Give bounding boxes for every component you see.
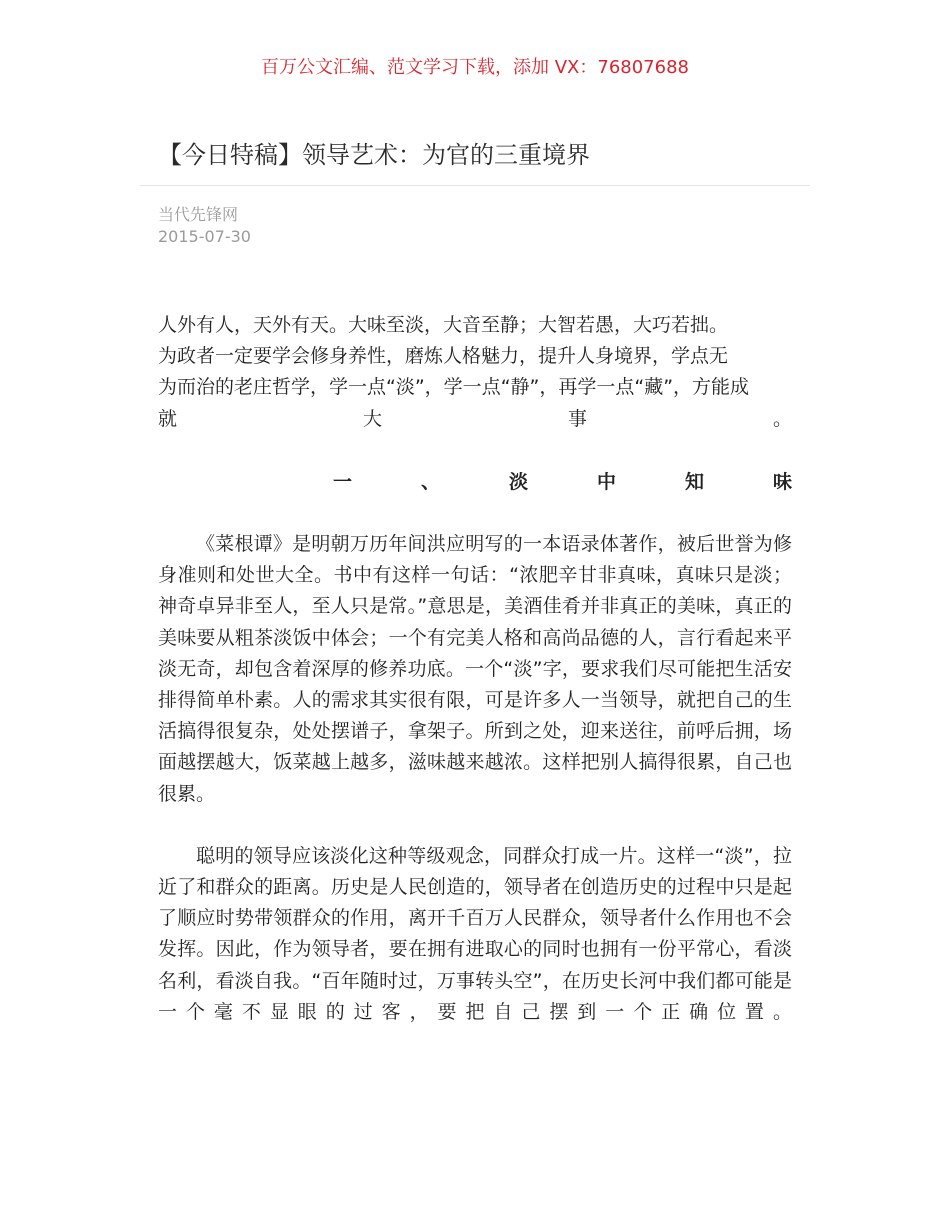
article-date: 2015-07-30 <box>158 227 251 246</box>
spacer <box>158 435 792 467</box>
spacer <box>158 810 792 841</box>
body-paragraph: 聪明的领导应该淡化这种等级观念，同群众打成一片。这样一“淡”，拉近了和群众的距离。历史是人民创造的，领导者在创造历史的过程中只是起了顺应时势带领群众的作用，离开千百万人民群众，领导者什么作用也不会发挥。因此，作为领导者，要在拥有进取心的同时也拥有一份平常心，看淡名利，看淡自我。“百年随时过，万事转头空”，在历史长河中我们都可能是一个毫不显眼的过客，要把自己摆到一个正确位置。 <box>158 844 792 1023</box>
section-heading: 一、淡中知味 <box>333 470 792 493</box>
title-divider <box>140 185 810 186</box>
intro-line: 人外有人，天外有天。大味至淡，大音至静；大智若愚，大巧若拙。 <box>158 314 729 336</box>
article-body <box>158 310 792 1028</box>
body-paragraph: 《菜根谭》是明朝万历年间洪应明写的一本语录体著作，被后世誉为修身准则和处世大全。书中有这样一句话：“浓肥辛甘非真味，真味只是淡；神奇卓异非至人，至人只是常。”意思是，美酒佳肴并非真正的美味，真正的美味要从粗茶淡饭中体会；一个有完美人格和高尚品德的人，言行看起来平淡无奇，却包含着深厚的修养功底。一个“淡”字，要求我们尽可能把生活安排得简单朴素。人的需求其实很有限，可是许多人一当领导，就把自己的生活搞得很复杂，处处摆谱子，拿架子。所到之处，迎来送往，前呼后拥，场面越摆越大，饭菜越上越多，滋味越来越浓。这样把别人搞得很累，自己也很累。 <box>158 533 792 805</box>
intro-last-line: 就大事。 <box>158 407 792 430</box>
article-source: 当代先锋网 <box>158 205 239 224</box>
download-banner: 百万公文汇编、范文学习下载，添加 VX：76807688 <box>261 57 689 78</box>
intro-line: 为政者一定要学会修身养性，磨炼人格魅力，提升人身境界，学点无 <box>158 345 729 368</box>
spacer <box>158 498 792 529</box>
intro-line: 为而治的老庄哲学，学一点“淡”，学一点“静”，再学一点“藏”，方能成 <box>158 376 750 399</box>
intro-paragraph <box>158 310 792 404</box>
article-meta <box>158 204 251 248</box>
article-title: 【今日特稿】领导艺术：为官的三重境界 <box>158 141 590 169</box>
